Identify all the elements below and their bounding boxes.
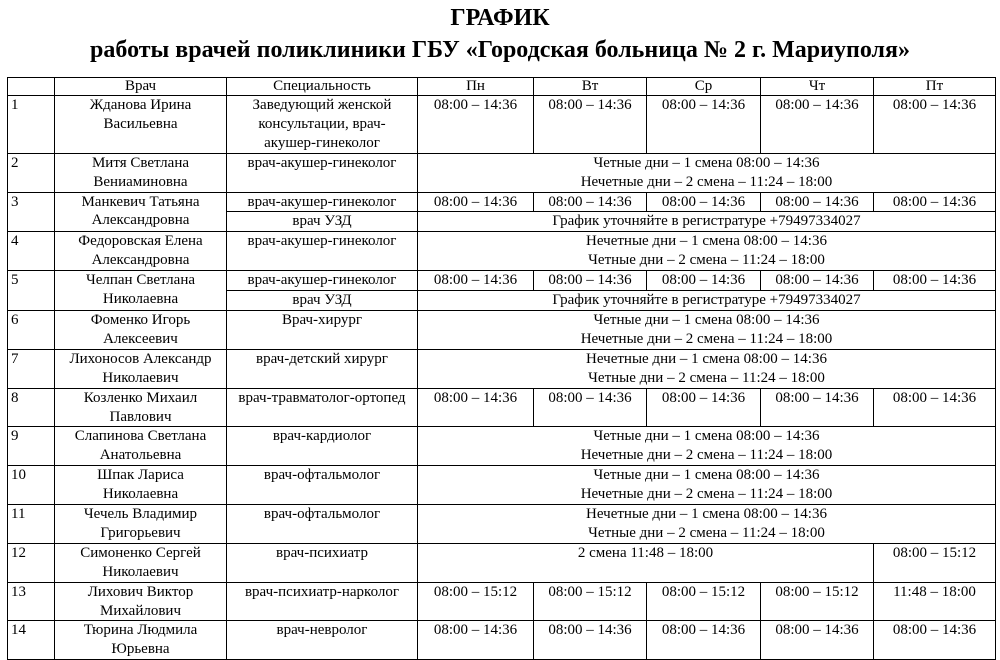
schedule-fri: 08:00 – 14:36 <box>874 271 996 291</box>
doctor-name-line: Васильевна <box>103 115 178 132</box>
specialty-line: врач-акушер-гинеколог <box>247 272 397 289</box>
sub-specialty: врач УЗД <box>227 291 418 311</box>
row-number: 12 <box>8 543 55 582</box>
schedule-mon: 08:00 – 14:36 <box>418 388 534 427</box>
specialty-line: врач-психиатр <box>276 544 368 561</box>
table-row <box>8 232 996 271</box>
schedule-fri: 08:00 – 14:36 <box>874 388 996 427</box>
doctor-name-line: Анатольевна <box>99 447 182 464</box>
doctor-name-line: Чечель Владимир <box>83 506 198 523</box>
schedule-wed: 08:00 – 14:36 <box>647 621 761 660</box>
table-row <box>8 621 996 660</box>
shift-line: Нечетные дни – 1 смена 08:00 – 14:36 <box>586 233 827 250</box>
schedule-wed: 08:00 – 14:36 <box>647 192 761 212</box>
schedule-wed: 08:00 – 14:36 <box>647 96 761 154</box>
schedule-shifts <box>418 349 996 388</box>
shift-line: Четные дни – 1 смена 08:00 – 14:36 <box>593 154 820 171</box>
schedule-shifts <box>418 232 996 271</box>
schedule-mon: 08:00 – 14:36 <box>418 271 534 291</box>
doctor-name-line: Фоменко Игорь <box>90 311 191 328</box>
table-row <box>8 153 996 192</box>
specialty <box>227 388 418 427</box>
specialty <box>227 232 418 271</box>
doctor-name-line: Шпак Лариса <box>97 467 184 484</box>
schedule-mon: 08:00 – 14:36 <box>418 192 534 212</box>
schedule-tue: 08:00 – 14:36 <box>534 96 647 154</box>
shift-line: Четные дни – 2 смена – 11:24 – 18:00 <box>588 252 825 269</box>
doctor-name-line: Михайлович <box>100 602 181 619</box>
schedule-shifts <box>418 505 996 544</box>
shift-line: Четные дни – 2 смена – 11:24 – 18:00 <box>588 369 825 386</box>
schedule-thu: 08:00 – 14:36 <box>761 96 874 154</box>
doctor-name-line: Николаевич <box>102 563 179 580</box>
schedule-mon: 08:00 – 14:36 <box>418 621 534 660</box>
doctor-name-line: Лихович Виктор <box>87 583 194 600</box>
doctor-name-line: Григорьевич <box>100 524 181 541</box>
schedule-fri: 08:00 – 14:36 <box>874 192 996 212</box>
schedule-tue: 08:00 – 15:12 <box>534 582 647 621</box>
schedule-wed: 08:00 – 14:36 <box>647 388 761 427</box>
row-number: 3 <box>8 192 55 232</box>
doctor-name <box>55 388 227 427</box>
shift-line: Нечетные дни – 2 смена – 11:24 – 18:00 <box>580 173 833 190</box>
doctor-name-line: Митя Светлана <box>91 154 190 171</box>
specialty <box>227 621 418 660</box>
schedule-tue: 08:00 – 14:36 <box>534 271 647 291</box>
row-number: 13 <box>8 582 55 621</box>
specialty-line: врач-акушер-гинеколог <box>247 193 397 210</box>
row-number: 8 <box>8 388 55 427</box>
specialty-line: врач-невролог <box>276 622 368 639</box>
doctor-name <box>55 310 227 349</box>
schedule-thu: 08:00 – 14:36 <box>761 388 874 427</box>
schedule-thu: 08:00 – 14:36 <box>761 271 874 291</box>
schedule-fri: 08:00 – 14:36 <box>874 621 996 660</box>
shift-line: Четные дни – 1 смена 08:00 – 14:36 <box>593 467 820 484</box>
specialty <box>227 582 418 621</box>
doctor-name-line: Федоровская Елена <box>78 233 203 250</box>
shift-line: Четные дни – 1 смена 08:00 – 14:36 <box>593 311 820 328</box>
shift-line: Четные дни – 1 смена 08:00 – 14:36 <box>593 428 820 445</box>
doctor-name-line: Алексеевич <box>103 330 178 347</box>
doctor-name <box>55 543 227 582</box>
doctor-name-line: Николаевна <box>102 291 179 308</box>
header-thu: Чт <box>761 78 874 96</box>
doctor-name-line: Лихоносов Александр <box>69 350 212 367</box>
specialty <box>227 271 418 291</box>
header-specialty: Специальность <box>227 78 418 96</box>
table-row <box>8 349 996 388</box>
doctor-name-line: Слапинова Светлана <box>74 428 207 445</box>
header-fri: Пт <box>874 78 996 96</box>
specialty-line: акушер-гинеколог <box>264 134 380 151</box>
doctor-name-line: Козленко Михаил <box>83 389 198 406</box>
schedule-tue: 08:00 – 14:36 <box>534 621 647 660</box>
schedule-thu: 08:00 – 14:36 <box>761 621 874 660</box>
schedule-shifts <box>418 466 996 505</box>
table-row <box>8 388 996 427</box>
schedule-mon-thu: 2 смена 11:48 – 18:00 <box>418 543 874 582</box>
row-number: 10 <box>8 466 55 505</box>
doctor-name <box>55 192 227 232</box>
table-row <box>8 466 996 505</box>
doctor-name <box>55 505 227 544</box>
doctor-name-line: Челпан Светлана <box>85 272 196 289</box>
document-subtitle: работы врачей поликлиники ГБУ «Городская больница № 2 г. Мариуполя» <box>90 37 910 63</box>
specialty <box>227 310 418 349</box>
schedule-note: График уточняйте в регистратуре +79497334027 <box>418 291 996 311</box>
schedule-tue: 08:00 – 14:36 <box>534 388 647 427</box>
doctor-name-line: Вениаминовна <box>93 173 188 190</box>
specialty <box>227 427 418 466</box>
table-row <box>8 192 996 212</box>
doctor-name-line: Александровна <box>91 212 190 229</box>
table-row <box>8 271 996 291</box>
row-number: 6 <box>8 310 55 349</box>
shift-line: Нечетные дни – 1 смена 08:00 – 14:36 <box>586 350 827 367</box>
row-number: 7 <box>8 349 55 388</box>
schedule-note: График уточняйте в регистратуре +79497334027 <box>418 212 996 232</box>
schedule-shifts <box>418 153 996 192</box>
doctor-name <box>55 621 227 660</box>
doctor-name <box>55 153 227 192</box>
schedule-fri: 08:00 – 15:12 <box>874 543 996 582</box>
specialty-line: врач-акушер-гинеколог <box>247 154 397 171</box>
shift-line: Нечетные дни – 2 смена – 11:24 – 18:00 <box>580 486 833 503</box>
doctor-name-line: Симоненко Сергей <box>80 544 201 561</box>
specialty-line: врач-офтальмолог <box>263 506 381 523</box>
doctor-name-line: Павлович <box>109 408 172 425</box>
header-wed: Ср <box>647 78 761 96</box>
doctor-name-line: Жданова Ирина <box>89 97 192 113</box>
doctor-name <box>55 582 227 621</box>
schedule-mon: 08:00 – 14:36 <box>418 96 534 154</box>
shift-line: Нечетные дни – 2 смена – 11:24 – 18:00 <box>580 330 833 347</box>
shift-line: Нечетные дни – 1 смена 08:00 – 14:36 <box>586 506 827 523</box>
doctor-name-line: Тюрина Людмила <box>83 622 198 639</box>
doctor-name-line: Николаевна <box>102 486 179 503</box>
schedule-mon: 08:00 – 15:12 <box>418 582 534 621</box>
doctor-name-line: Манкевич Татьяна <box>81 193 200 210</box>
doctor-name <box>55 271 227 311</box>
sub-specialty: врач УЗД <box>227 212 418 232</box>
doctor-name <box>55 96 227 154</box>
schedule-tue: 08:00 – 14:36 <box>534 192 647 212</box>
header-row <box>8 78 996 96</box>
specialty-line: врач-офтальмолог <box>263 467 381 484</box>
table-row <box>8 427 996 466</box>
table-row <box>8 96 996 154</box>
specialty-line: врач-акушер-гинеколог <box>247 233 397 250</box>
table-row <box>8 582 996 621</box>
schedule-table <box>7 77 996 660</box>
specialty <box>227 96 418 154</box>
schedule-shifts <box>418 427 996 466</box>
specialty <box>227 505 418 544</box>
specialty-line: консультации, врач- <box>258 115 386 132</box>
schedule-fri: 11:48 – 18:00 <box>874 582 996 621</box>
row-number: 4 <box>8 232 55 271</box>
specialty-line: врач-кардиолог <box>272 428 372 445</box>
doctor-name-line: Николаевич <box>102 369 179 386</box>
schedule-shifts <box>418 310 996 349</box>
specialty <box>227 349 418 388</box>
doctor-name-line: Александровна <box>91 252 190 269</box>
specialty-line: Врач-хирург <box>281 311 363 328</box>
table-row <box>8 543 996 582</box>
table-row <box>8 310 996 349</box>
schedule-wed: 08:00 – 15:12 <box>647 582 761 621</box>
doctor-name <box>55 349 227 388</box>
shift-line: Четные дни – 2 смена – 11:24 – 18:00 <box>588 524 825 541</box>
row-number: 14 <box>8 621 55 660</box>
specialty <box>227 543 418 582</box>
row-number: 1 <box>8 96 55 154</box>
specialty <box>227 192 418 212</box>
row-number: 11 <box>8 505 55 544</box>
table-row <box>8 505 996 544</box>
specialty-line: врач-психиатр-нарколог <box>244 583 400 600</box>
specialty <box>227 466 418 505</box>
shift-line: Нечетные дни – 2 смена – 11:24 – 18:00 <box>580 447 833 464</box>
specialty-line: врач-травматолог-ортопед <box>238 389 406 406</box>
header-num <box>8 78 55 96</box>
header-mon: Пн <box>418 78 534 96</box>
schedule-fri: 08:00 – 14:36 <box>874 96 996 154</box>
schedule-thu: 08:00 – 15:12 <box>761 582 874 621</box>
specialty-line: врач-детский хирург <box>256 350 388 367</box>
doctor-name-line: Юрьевна <box>111 641 170 658</box>
header-tue: Вт <box>534 78 647 96</box>
doctor-name <box>55 232 227 271</box>
document-title: ГРАФИК <box>450 5 550 31</box>
specialty <box>227 153 418 192</box>
doctor-name <box>55 466 227 505</box>
doctor-name <box>55 427 227 466</box>
header-doctor: Врач <box>55 78 227 96</box>
row-number: 9 <box>8 427 55 466</box>
row-number: 2 <box>8 153 55 192</box>
row-number: 5 <box>8 271 55 311</box>
specialty-line: Заведующий женской <box>252 97 392 113</box>
schedule-wed: 08:00 – 14:36 <box>647 271 761 291</box>
schedule-thu: 08:00 – 14:36 <box>761 192 874 212</box>
